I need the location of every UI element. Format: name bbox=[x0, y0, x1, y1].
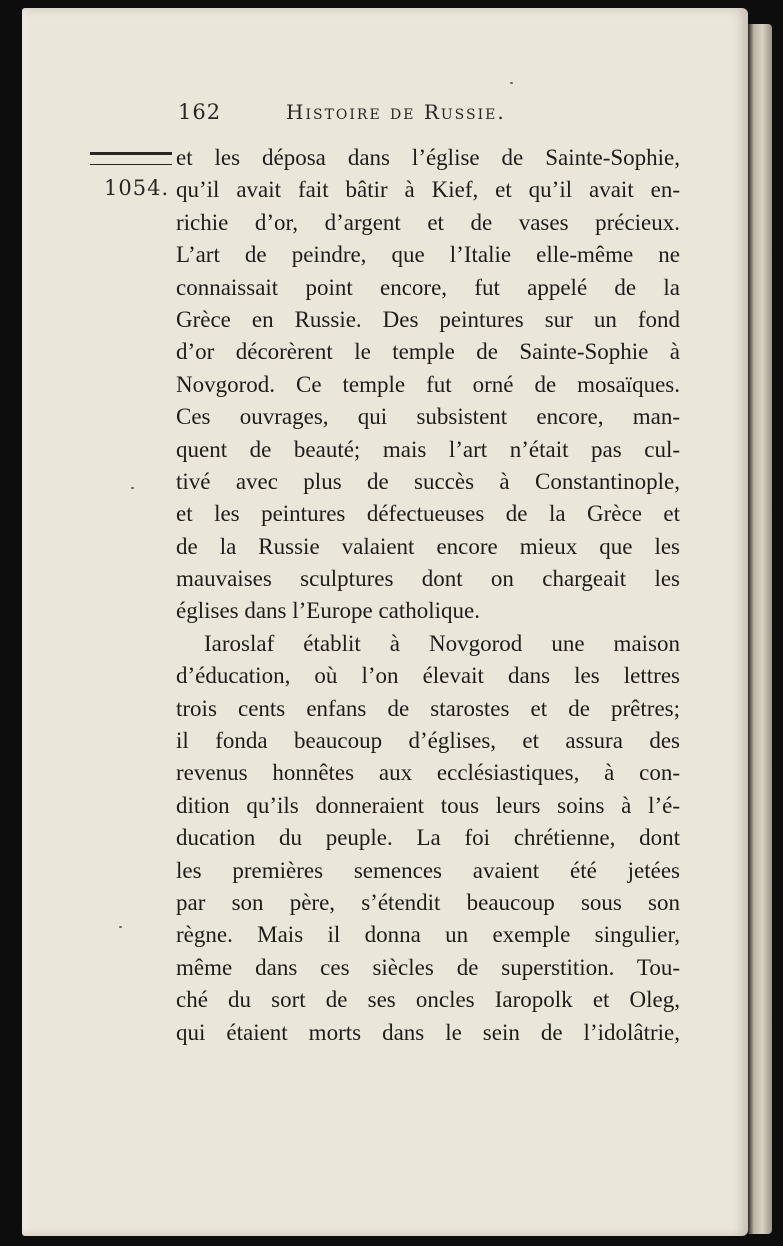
facing-page-edge bbox=[748, 24, 772, 1234]
text-line: même dans ces siècles de superstition. Tou- bbox=[176, 954, 680, 980]
text-line: trois cents enfans de starostes et de prêtres; bbox=[176, 695, 680, 721]
text-line: règne. Mais il donna un exemple singulier, bbox=[176, 922, 680, 948]
paper-speck bbox=[510, 82, 513, 84]
text-line: de la Russie valaient encore mieux que les bbox=[176, 533, 680, 559]
text-line: quent de beauté; mais l’art n’était pas cul- bbox=[176, 436, 680, 462]
text-line: d’or décorèrent le temple de Sainte-Sophie à bbox=[176, 339, 680, 365]
text-line: richie d’or, d’argent et de vases précieux. bbox=[176, 209, 680, 235]
body-text bbox=[176, 142, 680, 1049]
text-line: Grèce en Russie. Des peintures sur un fond bbox=[176, 306, 680, 332]
text-line: ché du sort de ses oncles Iaropolk et Oleg, bbox=[176, 987, 680, 1013]
paper-speck bbox=[131, 487, 134, 489]
text-line: tivé avec plus de succès à Constantinople, bbox=[176, 468, 680, 494]
text-line: et les déposa dans l’église de Sainte-Sophie, bbox=[176, 145, 680, 170]
text-line: et les peintures défectueuses de la Grèce et bbox=[176, 501, 680, 527]
text-line: mauvaises sculptures dont on chargeait les bbox=[176, 566, 680, 592]
page-number: 162 bbox=[178, 100, 222, 124]
paper-speck bbox=[119, 926, 122, 928]
text-line: Iaroslaf établit à Novgorod une maison bbox=[204, 630, 680, 656]
text-line: ducation du peuple. La foi chrétienne, dont bbox=[176, 825, 680, 851]
text-line: par son père, s’étendit beaucoup sous son bbox=[176, 889, 680, 915]
text-line: connaissait point encore, fut appelé de la bbox=[176, 274, 680, 300]
margin-rule bbox=[90, 152, 172, 165]
text-line: qu’il avait fait bâtir à Kief, et qu’il avait en- bbox=[176, 177, 680, 203]
text-line: d’éducation, où l’on élevait dans les lettres bbox=[176, 663, 680, 689]
text-line: qui étaient morts dans le sein de l’idolâtrie, bbox=[176, 1019, 680, 1045]
running-title: Histoire de Russie. bbox=[286, 100, 506, 124]
text-line: Novgorod. Ce temple fut orné de mosaïques. bbox=[176, 371, 680, 397]
text-line: dition qu’ils donneraient tous leurs soins à l’é- bbox=[176, 792, 680, 818]
text-line: L’art de peindre, que l’Italie elle-même ne bbox=[176, 242, 680, 268]
text-line: revenus honnêtes aux ecclésiastiques, à con- bbox=[176, 760, 680, 786]
page-header bbox=[178, 100, 573, 132]
text-line: il fonda beaucoup d’églises, et assura des bbox=[176, 728, 680, 754]
text-line: Ces ouvrages, qui subsistent encore, man- bbox=[176, 404, 680, 430]
margin-year: 1054. bbox=[104, 176, 170, 200]
text-line: églises dans l’Europe catholique. bbox=[176, 598, 481, 624]
text-line: les premières semences avaient été jetées bbox=[176, 857, 680, 883]
